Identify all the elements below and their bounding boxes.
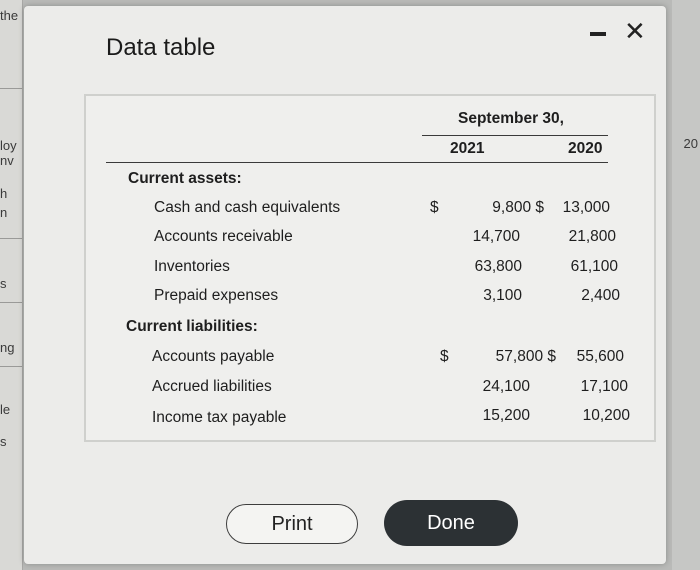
value-2021: 24,100 xyxy=(482,378,530,395)
background-text: 20 xyxy=(683,136,698,151)
header-rule xyxy=(422,135,608,136)
value-2021: 3,100 xyxy=(483,287,522,304)
background-text: nv xyxy=(0,153,14,168)
value-2020: 61,100 xyxy=(570,258,618,275)
background-text: loy xyxy=(0,138,17,153)
background-text: s xyxy=(0,276,7,291)
row-label: Income tax payable xyxy=(152,409,287,426)
column-header-2021: 2021 xyxy=(450,140,485,157)
background-text: n xyxy=(0,205,8,220)
row-label: Accounts receivable xyxy=(154,228,293,245)
value-2020: 21,800 xyxy=(568,228,616,245)
dollar-sign: $ xyxy=(440,348,449,365)
column-header-rule xyxy=(106,162,608,163)
value-2020: 55,600 xyxy=(576,348,624,365)
row-label: Inventories xyxy=(154,258,230,275)
print-button[interactable]: Print xyxy=(226,504,358,544)
background-divider xyxy=(0,302,22,303)
minimize-icon[interactable] xyxy=(590,32,606,36)
background-page-right xyxy=(672,0,700,570)
value-2021: 9,800 $ xyxy=(492,199,544,216)
background-divider xyxy=(0,366,22,367)
background-text: ng xyxy=(0,340,15,355)
value-2021: 57,800 $ xyxy=(495,348,556,365)
value-2021: 63,800 xyxy=(474,258,522,275)
background-divider xyxy=(0,238,22,239)
value-2021: 15,200 xyxy=(482,407,530,424)
background-text: h xyxy=(0,186,8,201)
row-label: Accrued liabilities xyxy=(152,378,272,395)
value-2021: 14,700 xyxy=(472,228,520,245)
dialog-title: Data table xyxy=(106,34,216,61)
value-2020: 2,400 xyxy=(581,287,620,304)
current-liabilities-heading: Current liabilities: xyxy=(126,318,258,335)
close-icon[interactable]: ✕ xyxy=(624,16,646,46)
data-table xyxy=(84,94,656,442)
background-divider xyxy=(0,88,22,89)
column-header-2020: 2020 xyxy=(568,140,603,157)
background-text: the xyxy=(0,8,19,23)
background-text: s xyxy=(0,434,7,449)
data-table-dialog xyxy=(24,6,666,564)
dollar-sign: $ xyxy=(430,199,439,216)
value-2020: 17,100 xyxy=(580,378,628,395)
period-header: September 30, xyxy=(458,110,564,127)
row-label: Accounts payable xyxy=(152,348,275,365)
value-2020: 10,200 xyxy=(582,407,630,424)
row-label: Prepaid expenses xyxy=(154,287,279,304)
background-text: le xyxy=(0,402,11,417)
done-button[interactable]: Done xyxy=(384,500,518,546)
row-label: Cash and cash equivalents xyxy=(154,199,341,216)
current-assets-heading: Current assets: xyxy=(128,170,242,187)
value-2020: 13,000 xyxy=(562,199,610,216)
